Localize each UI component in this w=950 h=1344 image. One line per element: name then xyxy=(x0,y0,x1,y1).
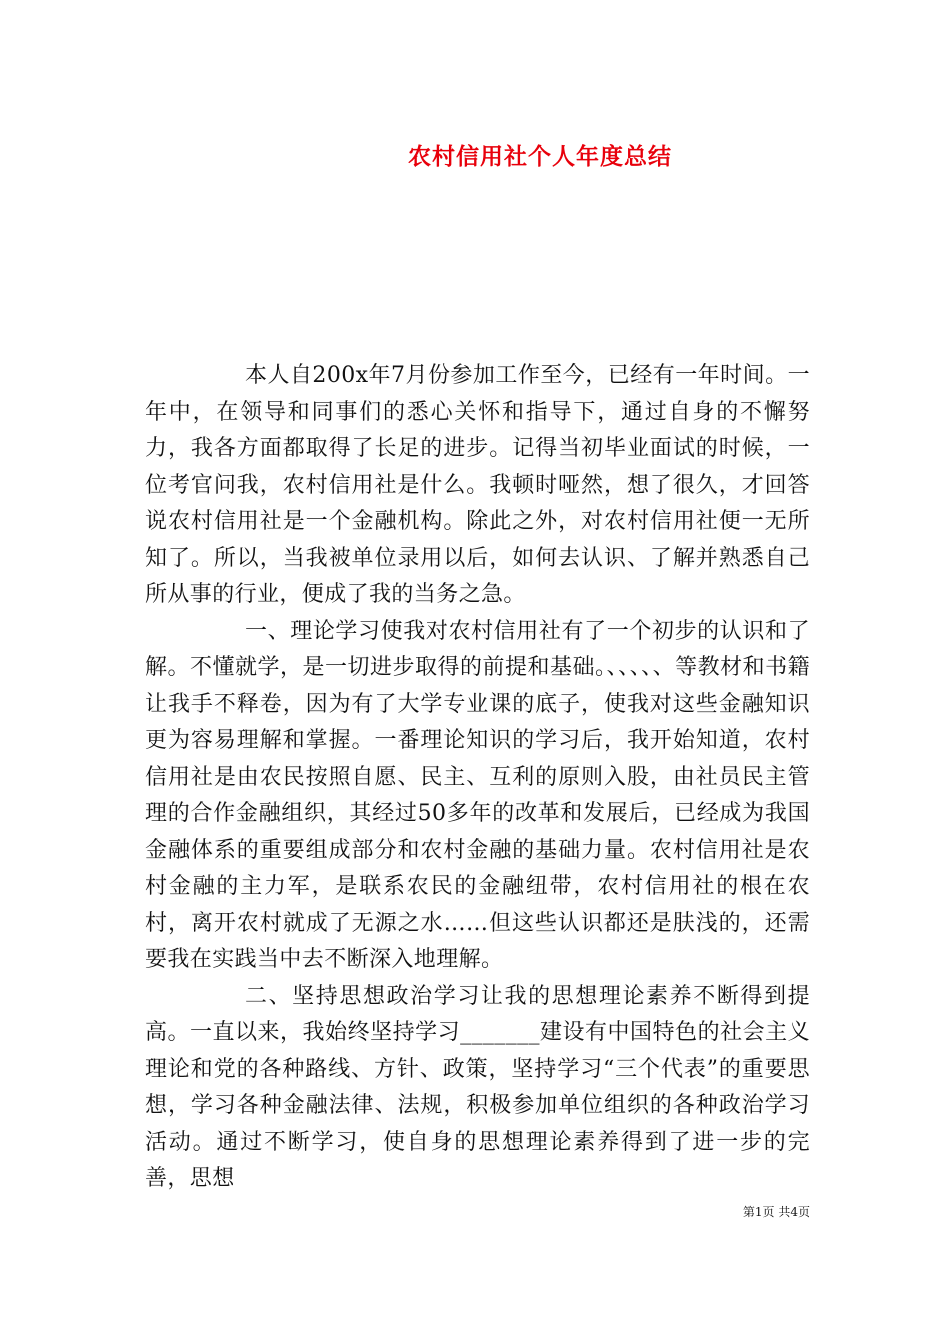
paragraph-theory-study: 一、理论学习使我对农村信用社有了一个初步的认识和了解。不懂就学，是一切进步取得的前提和基础。、、、、、等教材和书籍让我手不释卷，因为有了大学专业课的底子，使我对这些金融知识更为容易理解和掌握。一番理论知识的学习后，我开始知道，农村信用社是由农民按照自愿、民主、互利的原则入股，由社员民主管理的合作金融组织，其经过50多年的改革和发展后，已经成为我国金融体系的重要组成部分和农村金融的基础力量。农村信用社是农村金融的主力军，是联系农民的金融纽带，农村信用社的根在农村，离开农村就成了无源之水……但这些认识都还是肤浅的，还需要我在实践当中去不断深入地理解。 xyxy=(145,618,810,972)
paragraph-intro: 本人自200x年7月份参加工作至今，已经有一年时间。一年中，在领导和同事们的悉心关怀和指导下，通过自身的不懈努力，我各方面都取得了长足的进步。记得当初毕业面试的时候，一位考官问我，农村信用社是什么。我顿时哑然，想了很久，才回答说农村信用社是一个金融机构。除此之外，对农村信用社便一无所知了。所以，当我被单位录用以后，如何去认识、了解并熟悉自己所从事的行业，便成了我的当务之急。 xyxy=(145,363,810,607)
document-title xyxy=(0,138,950,171)
document-title-text: 农村信用社个人年度总结 xyxy=(408,144,672,170)
page-number-footer: 第1页 共4页 xyxy=(742,1205,810,1219)
document-body xyxy=(145,358,810,1198)
paragraph-political-study: 二、坚持思想政治学习让我的思想理论素养不断得到提高。一直以来，我始终坚持学习_______建设有中国特色的社会主义理论和党的各种路线、方针、政策，坚持学习“三个代表”的重要思想，学习各种金融法律、法规，积极参加单位组织的各种政治学习活动。通过不断学习，使自身的思想理论素养得到了进一步的完善，思想 xyxy=(145,983,810,1191)
